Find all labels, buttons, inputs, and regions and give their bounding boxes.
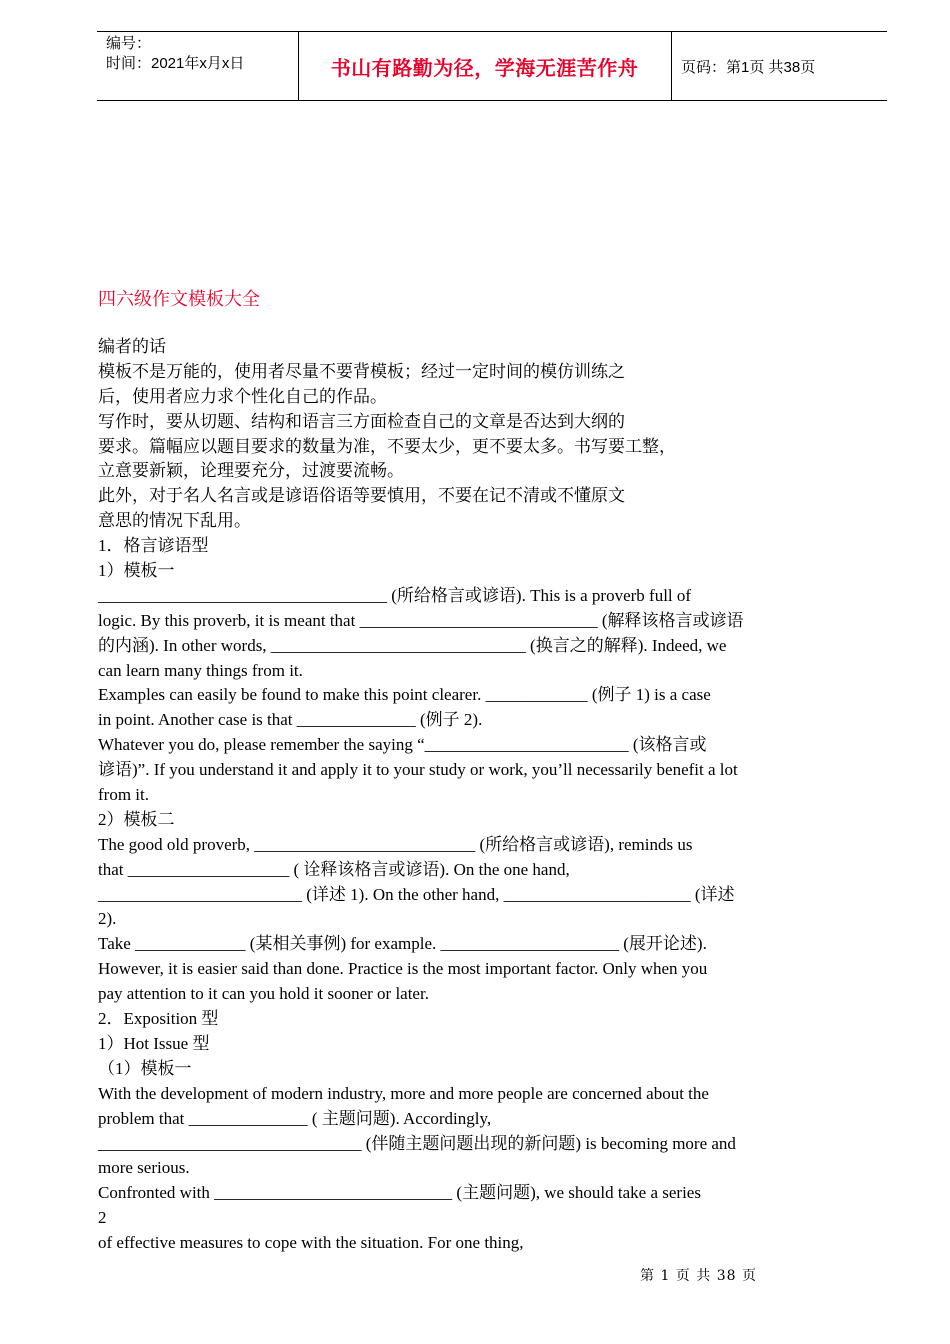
- body-line: in point. Another case is that ______________ (例子 2).: [98, 710, 483, 730]
- body-line: Confronted with ____________________________ (主题问题), we should take a series: [98, 1183, 701, 1203]
- body-line: （1）模板一: [98, 1058, 192, 1078]
- body-line: 编者的话: [98, 337, 166, 356]
- body-line: problem that ______________ ( 主题问题). Accordingly,: [98, 1108, 492, 1128]
- body-line: Take _____________ (某相关事例) for example. _____________________ (展开论述).: [98, 934, 707, 954]
- body-line: logic. By this proverb, it is meant that ____________________________ (解释该格言或谚语: [98, 610, 744, 630]
- header-date: 时间：2021年x月x日: [106, 55, 245, 72]
- body-line: With the development of modern industry, more and more people are concerned about the: [98, 1083, 709, 1103]
- body-line: 2: [98, 1208, 107, 1228]
- body-line: 模板不是万能的，使用者尽量不要背模板；经过一定时间的模仿训练之: [98, 361, 625, 381]
- header-meta: [106, 34, 244, 74]
- header-number: 编号：: [106, 35, 152, 52]
- body-line: 1．格言谚语型: [98, 536, 209, 556]
- body-line: 立意要新颖，论理要充分，过渡要流畅。: [98, 461, 404, 481]
- body-line: _______________________________ (伴随主题问题出现的新问题) is becoming more and: [98, 1133, 736, 1153]
- body-line: more serious.: [98, 1158, 190, 1178]
- body-line: Examples can easily be found to make this point clearer. ____________ (例子 1) is a case: [98, 685, 711, 705]
- body-line: 2).: [98, 909, 117, 929]
- body-line: However, it is easier said than done. Practice is the most important factor. Only when you: [98, 959, 708, 979]
- body-line: 写作时，要从切题、结构和语言三方面检查自己的文章是否达到大纲的: [98, 411, 625, 431]
- body-line: 的内涵). In other words, ______________________________ (换言之的解释). Indeed, we: [98, 635, 727, 655]
- header-motto: 书山有路勤为径，学海无涯苦作舟: [330, 56, 639, 80]
- page-header: [97, 31, 887, 101]
- header-page-info: 页码：第1页 共38页: [681, 59, 816, 76]
- body-line: pay attention to it can you hold it sooner or later.: [98, 984, 429, 1004]
- body-line: of effective measures to cope with the situation. For one thing,: [98, 1233, 524, 1253]
- body-line: 后，使用者应力求个性化自己的作品。: [98, 386, 387, 406]
- body-line: 谚语)”. If you understand it and apply it to your study or work, you’ll necessarily benefit a lot: [98, 760, 738, 780]
- document-title: 四六级作文模板大全: [98, 289, 260, 309]
- body-line: 此外，对于名人名言或是谚语俗语等要慎用，不要在记不清或不懂原文: [98, 486, 625, 506]
- page-footer: 第 1 页 共 38 页: [640, 1268, 757, 1284]
- body-line: 要求。篇幅应以题目要求的数量为准，不要太少，更不要太多。书写要工整，: [98, 436, 676, 456]
- body-line: 2．Exposition 型: [98, 1009, 219, 1029]
- body-line: 意思的情况下乱用。: [98, 511, 251, 531]
- body-line: __________________________________ (所给格言或谚语). This is a proverb full of: [98, 585, 692, 605]
- body-line: Whatever you do, please remember the saying “________________________ (该格言或: [98, 735, 707, 755]
- body-line: 1）模板一: [98, 561, 175, 581]
- body-line: can learn many things from it.: [98, 660, 303, 680]
- document-body: [98, 335, 838, 1256]
- body-line: 1）Hot Issue 型: [98, 1033, 210, 1053]
- header-divider: [671, 32, 672, 100]
- body-line: 2）模板二: [98, 809, 175, 829]
- body-line: ________________________ (详述 1). On the other hand, ______________________ (详述: [98, 884, 735, 904]
- body-line: that ___________________ ( 诠释该格言或谚语). On the one hand,: [98, 859, 570, 879]
- body-line: from it.: [98, 785, 149, 805]
- body-line: The good old proverb, __________________________ (所给格言或谚语), reminds us: [98, 834, 693, 854]
